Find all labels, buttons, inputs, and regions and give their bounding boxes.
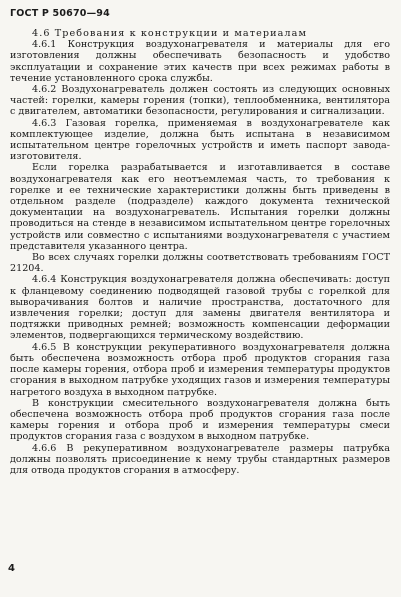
paragraph-4-6-2: 4.6.2 Воздухонагреватель должен состоять из следующих основных частей: горелки, камеры горения (топки), теплообменника, вентилятора с двигателем, автоматики безопасности, регулирования и сигнализации.	[10, 84, 390, 118]
page-number: 4	[8, 563, 15, 574]
paragraph-mixing-heater: В конструкции смесительного воздухонагревателя должна быть обеспечена возможность отбора проб продуктов сгорания газа после камеры горения и отбора проб и измерения температуры смеси продуктов сгорания газа с воздухом в выходном патрубке.	[10, 397, 390, 443]
paragraph-4-6-1: 4.6.1 Конструкция воздухонагревателя и материалы для его изготовления должны обеспечивать безопасность и удобство эксплуатации и сохранение этих качеств при всех режимах работы в течение установленного срока службы.	[10, 39, 390, 84]
standard-code-header: ГОСТ Р 50670—94	[10, 8, 110, 19]
paragraph-burner-integrated: Если горелка разрабатывается и изготавливается в составе воздухонагревателя как его неотъемлемая часть, то требования к горелке и ее технические характеристики должны быть приведены в отдельном разделе (подразделе) каждого документа технической документации на воздухонагреватель. Испытания горелки должны проводиться на стенде в независимом испытательном центре горелочных устройств или совместно с испытаниями воздухонагревателя с участием представителя указанного центра.	[10, 162, 390, 252]
document-body	[10, 28, 390, 476]
paragraph-4-6-3: 4.6.3 Газовая горелка, применяемая в воздухонагревателе как комплектующее изделие, должна быть испытана в независимом испытательном центре горелочных устройств и иметь паспорт завода-изготовителя.	[10, 117, 390, 163]
paragraph-4-6-4: 4.6.4 Конструкция воздухонагревателя должна обеспечивать: доступ к фланцевому соединению подводящей газовой трубы с горелкой для выворачивания болтов и наличие пространства, достаточного для извлечения горелки; доступ для замены двигателя вентилятора и подтяжки приводных ремней; возможность компенсации деформации элементов, подвергающихся термическому воздействию.	[10, 274, 390, 342]
paragraph-4-6-5: 4.6.5 В конструкции рекуперативного воздухонагревателя должна быть обеспечена возможность отбора проб продуктов сгорания газа после камеры горения, отбора проб и измерения температуры продуктов сгорания в выходном патрубке уходящих газов и измерения температуры нагретого воздуха в выходном патрубке.	[10, 341, 390, 398]
paragraph-burner-gost: Во всех случаях горелки должны соответствовать требованиям ГОСТ 21204.	[10, 252, 390, 275]
paragraph-4-6-6: 4.6.6 В рекуперативном воздухонагревателе размеры патрубка должны позволять присоединение к нему трубы стандартных размеров для отвода продуктов сгорания в атмосферу.	[10, 442, 390, 476]
section-title: 4.6 Требования к конструкции и материалам	[32, 28, 308, 39]
